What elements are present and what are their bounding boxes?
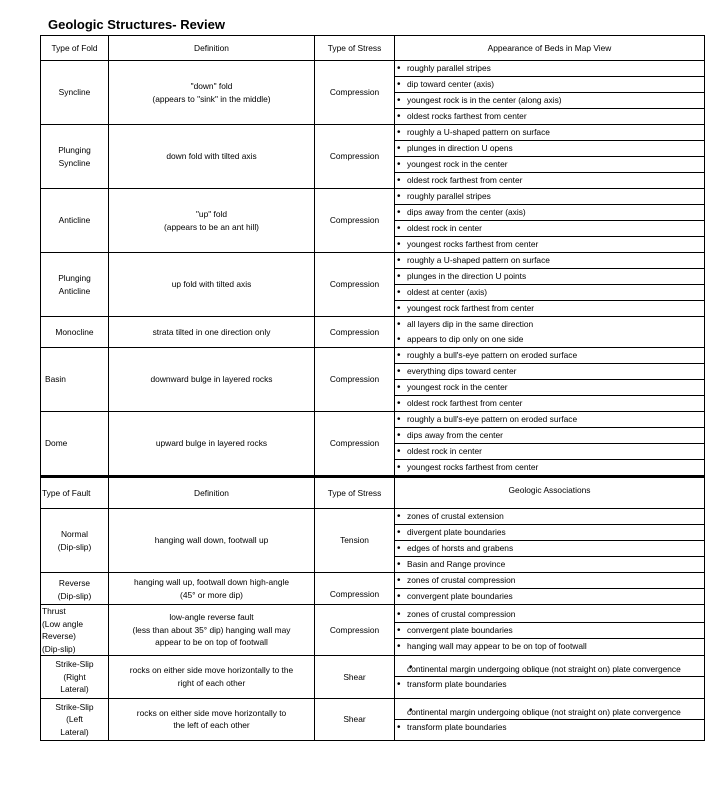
fold-type-header: Type of Fold [41, 36, 109, 61]
fault-row-strike-slip-left [41, 698, 705, 741]
fold-row-monocline [41, 317, 705, 348]
bullet-item: • transform plate boundaries [395, 677, 704, 692]
bullet-item: • divergent plate boundaries [395, 525, 704, 541]
fault-definition-header: Definition [109, 477, 315, 509]
bullet-item: • dip toward center (axis) [395, 77, 704, 93]
bullet-item: • plunges in direction U opens [395, 141, 704, 157]
fault-name: Reverse (Dip-slip) [41, 573, 109, 605]
fault-row-normal [41, 509, 705, 573]
fold-name: Anticline [41, 189, 109, 253]
fault-stress: Compression [315, 605, 395, 656]
fold-definition: upward bulge in layered rocks [109, 412, 315, 477]
bullet-item: • roughly a U-shaped pattern on surface [395, 125, 704, 141]
fold-row-plunging-anticline [41, 253, 705, 317]
fold-appearance-list [395, 61, 705, 125]
bullet-item: • edges of horsts and grabens [395, 541, 704, 557]
bullet-item: • oldest rocks farthest from center [395, 109, 704, 124]
fold-name: Basin [41, 348, 109, 412]
bullet-item: • plunges in the direction U points [395, 269, 704, 285]
fold-stress: Compression [315, 348, 395, 412]
bullet-item: • Basin and Range province [395, 557, 704, 572]
bullet-item: • oldest at center (axis) [395, 285, 704, 301]
bullet-item: • roughly a U-shaped pattern on surface [395, 253, 704, 269]
fold-name: Plunging Syncline [41, 125, 109, 189]
fold-name: Monocline [41, 317, 109, 348]
fault-type-header: Type of Fault [41, 477, 109, 509]
fold-definition: "up" fold (appears to be an ant hill) [109, 189, 315, 253]
fold-appearance-list [395, 348, 705, 412]
fold-definition: down fold with tilted axis [109, 125, 315, 189]
bullet-item: • youngest rock is in the center (along axis) [395, 93, 704, 109]
fault-row-reverse [41, 573, 705, 605]
fold-stress: Compression [315, 189, 395, 253]
bullet-item: • continental margin undergoing oblique (not straight on) plate convergence [395, 661, 704, 677]
fold-stress: Compression [315, 412, 395, 477]
fold-appearance-list [395, 189, 705, 253]
bullet-item: • youngest rock farthest from center [395, 301, 704, 316]
bullet-item: • dips away from the center [395, 428, 704, 444]
bullet-item: • all layers dip in the same direction [395, 317, 704, 332]
fault-associations-list [395, 605, 705, 656]
bullet-item: • zones of crustal compression [395, 607, 704, 623]
fold-appearance-list [395, 253, 705, 317]
fault-associations-list [395, 573, 705, 605]
bullet-item: • youngest rock in the center [395, 380, 704, 396]
fault-name: Strike-Slip (Right Lateral) [41, 656, 109, 699]
fault-name: Thrust (Low angle Reverse) (Dip-slip) [41, 605, 109, 656]
fold-row-anticline [41, 189, 705, 253]
page-title: Geologic Structures- Review [48, 17, 225, 32]
fault-associations-header: Geologic Associations [395, 477, 705, 509]
fold-definition: strata tilted in one direction only [109, 317, 315, 348]
fold-stress: Compression [315, 253, 395, 317]
fault-stress-header: Type of Stress [315, 477, 395, 509]
bullet-item: • convergent plate boundaries [395, 623, 704, 639]
bullet-item: • youngest rocks farthest from center [395, 237, 704, 252]
fold-appearance-header: Appearance of Beds in Map View [395, 36, 705, 61]
bullet-item: • youngest rocks farthest from center [395, 460, 704, 475]
bullet-item: • continental margin undergoing oblique (not straight on) plate convergence [395, 704, 704, 720]
fault-definition: rocks on either side move horizontally to the left of each other [109, 698, 315, 741]
bullet-item: • transform plate boundaries [395, 720, 704, 735]
fault-associations-list [395, 698, 705, 741]
fault-stress: Tension [315, 509, 395, 573]
bullet-item: • youngest rock in the center [395, 157, 704, 173]
bullet-item: • roughly a bull's-eye pattern on eroded surface [395, 348, 704, 364]
geologic-structures-table [40, 35, 705, 741]
fault-stress: Shear [315, 656, 395, 699]
fold-appearance-list [395, 125, 705, 189]
fold-appearance-list [395, 317, 705, 348]
bullet-item: • zones of crustal compression [395, 573, 704, 589]
fold-stress: Compression [315, 317, 395, 348]
bullet-item: • oldest rock in center [395, 221, 704, 237]
fault-name: Normal (Dip-slip) [41, 509, 109, 573]
fold-stress: Compression [315, 61, 395, 125]
fault-row-thrust [41, 605, 705, 656]
fault-stress: Compression [315, 573, 395, 605]
fold-definition: up fold with tilted axis [109, 253, 315, 317]
fold-row-dome [41, 412, 705, 477]
fold-row-plunging-syncline [41, 125, 705, 189]
fault-stress: Shear [315, 698, 395, 741]
fold-row-syncline [41, 61, 705, 125]
fault-definition: hanging wall up, footwall down high-angle (45° or more dip) [109, 573, 315, 605]
bullet-item: • oldest rock in center [395, 444, 704, 460]
bullet-item: • everything dips toward center [395, 364, 704, 380]
bullet-item: • roughly parallel stripes [395, 189, 704, 205]
bullet-item: • dips away from the center (axis) [395, 205, 704, 221]
fold-appearance-list [395, 412, 705, 477]
bullet-item: • roughly a bull's-eye pattern on eroded surface [395, 412, 704, 428]
fold-name: Plunging Anticline [41, 253, 109, 317]
fold-definition: "down" fold (appears to "sink" in the middle) [109, 61, 315, 125]
bullet-item: • oldest rock farthest from center [395, 396, 704, 411]
fold-stress: Compression [315, 125, 395, 189]
fault-associations-list [395, 509, 705, 573]
fault-associations-list [395, 656, 705, 699]
fold-name: Dome [41, 412, 109, 477]
fold-stress-header: Type of Stress [315, 36, 395, 61]
fault-name: Strike-Slip (Left Lateral) [41, 698, 109, 741]
bullet-item: • convergent plate boundaries [395, 589, 704, 604]
bullet-item: • roughly parallel stripes [395, 61, 704, 77]
fold-definition: downward bulge in layered rocks [109, 348, 315, 412]
fold-row-basin [41, 348, 705, 412]
bullet-item: • zones of crustal extension [395, 509, 704, 525]
fault-definition: low-angle reverse fault (less than about 35° dip) hanging wall may appear to be on top of footwall [109, 605, 315, 656]
bullet-item: • oldest rock farthest from center [395, 173, 704, 188]
fault-definition: rocks on either side move horizontally to the right of each other [109, 656, 315, 699]
fold-name: Syncline [41, 61, 109, 125]
bullet-item: • hanging wall may appear to be on top of footwall [395, 639, 704, 654]
fold-definition-header: Definition [109, 36, 315, 61]
fault-row-strike-slip-right [41, 656, 705, 699]
fault-definition: hanging wall down, footwall up [109, 509, 315, 573]
fault-header-row [41, 477, 705, 509]
bullet-item: • appears to dip only on one side [395, 332, 704, 347]
